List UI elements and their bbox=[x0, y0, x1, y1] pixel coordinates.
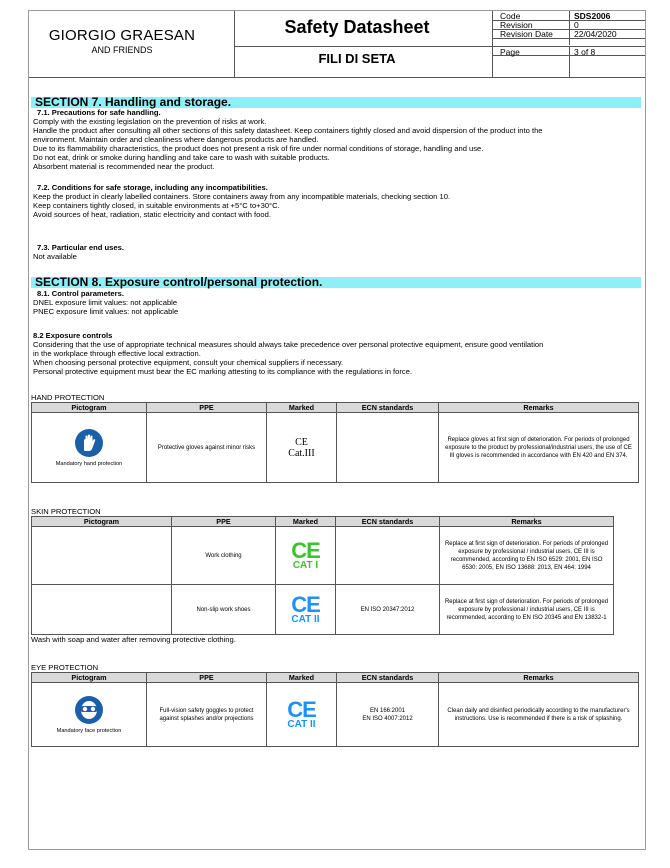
gloves-icon bbox=[74, 428, 104, 458]
section-8-2 bbox=[33, 331, 643, 376]
remarks-cell: Replace at first sign of deterioration. For periods of prolonged exposure by professional / industrial users, CE III is recommended, according to EN ISO 6529: 2001, EN ISO 6530: 2005, EN ISO 13688: 2013, EN 464: 1994 bbox=[440, 527, 614, 585]
paragraph-line: Personal protective equipment must bear the EC marking attesting to its compliance with the regulations in force. bbox=[33, 367, 413, 376]
ce-text: CE bbox=[295, 436, 308, 448]
ecn-cell bbox=[337, 413, 439, 483]
paragraph-line: Comply with the existing legislation on the prevention of risks at work. bbox=[33, 117, 267, 126]
meta-row bbox=[494, 11, 645, 20]
marked-cell bbox=[276, 527, 336, 585]
section-7-body bbox=[33, 108, 643, 171]
skin-protection-table bbox=[31, 516, 614, 635]
meta-value: 3 of 8 bbox=[574, 47, 596, 57]
remarks-cell: Replace at first sign of deterioration. For periods of prolonged exposure by professional / industrial users, CE III is recommended, according to EN ISO 20345 and EN 13832-1 bbox=[440, 585, 614, 635]
ce-category: CAT II bbox=[291, 613, 320, 625]
sds-page bbox=[28, 10, 646, 850]
paragraph-line: PNEC exposure limit values: not applicable bbox=[33, 307, 179, 316]
paragraph-line: Avoid sources of heat, radiation, static electricity and contact with food. bbox=[33, 210, 271, 219]
marked-cell bbox=[267, 413, 337, 483]
pictogram-cell bbox=[32, 683, 147, 747]
eye-protection-label: EYE PROTECTION bbox=[31, 663, 99, 672]
ce-mark-icon bbox=[287, 696, 316, 730]
product-name: FILI DI SETA bbox=[318, 51, 396, 66]
paragraph-line: Do not eat, drink or smoke during handling and take care to wash with suitable products. bbox=[33, 153, 330, 162]
column-header: PPE bbox=[147, 673, 267, 683]
section-7-3 bbox=[33, 243, 643, 261]
paragraph-line: environment. Maintain order and cleanliness where dangerous products are handled. bbox=[33, 135, 319, 144]
header-bottom-border bbox=[29, 77, 645, 78]
subsection-8-1-title: 8.1. Control parameters. bbox=[37, 289, 124, 298]
pictogram-cell bbox=[32, 527, 172, 585]
pictogram-cell bbox=[32, 585, 172, 635]
table-row bbox=[32, 527, 614, 585]
meta-key: Revision Date bbox=[500, 29, 553, 39]
ppe-cell: Protective gloves against minor risks bbox=[147, 413, 267, 483]
meta-key: Code bbox=[500, 11, 521, 21]
pictogram-cell bbox=[32, 413, 147, 483]
column-header: Marked bbox=[267, 403, 337, 413]
column-header: ECN standards bbox=[337, 403, 439, 413]
table-header-row bbox=[32, 673, 639, 683]
paragraph-line: in the workplace through effective local extraction. bbox=[33, 349, 201, 358]
paragraph-line: Handle the product after consulting all other sections of this safety datasheet. Keep containers tightly closed and avoid dispersion of the product into the bbox=[33, 126, 543, 135]
wash-note: Wash with soap and water after removing protective clothing. bbox=[31, 635, 236, 644]
eye-protection-table bbox=[31, 672, 639, 747]
face-protection-icon bbox=[74, 695, 104, 725]
ce-category: CAT II bbox=[287, 718, 316, 730]
ecn-cell bbox=[336, 527, 440, 585]
ce-mark-icon bbox=[291, 537, 320, 571]
subsection-8-2-title: 8.2 Exposure controls bbox=[33, 331, 113, 340]
ppe-cell: Non-slip work shoes bbox=[172, 585, 276, 635]
company-name: GIORGIO GRAESAN bbox=[48, 27, 196, 44]
skin-protection-label: SKIN PROTECTION bbox=[31, 507, 101, 516]
table-row bbox=[32, 585, 614, 635]
header-divider bbox=[234, 11, 235, 77]
column-header: ECN standards bbox=[337, 673, 439, 683]
ecn-cell: EN ISO 20347:2012 bbox=[336, 585, 440, 635]
table-row bbox=[32, 683, 639, 747]
company-subtitle: AND FRIENDS bbox=[91, 45, 153, 55]
ce-mark-icon bbox=[291, 591, 320, 625]
subsection-7-2-title: 7.2. Conditions for safe storage, including any incompatibilities. bbox=[37, 183, 268, 192]
meta-row bbox=[494, 47, 645, 56]
ppe-cell: Work clothing bbox=[172, 527, 276, 585]
column-header: PPE bbox=[172, 517, 276, 527]
subsection-7-3-title: 7.3. Particular end uses. bbox=[37, 243, 124, 252]
ce-mark-letters: CE bbox=[287, 696, 316, 722]
column-header: Marked bbox=[276, 517, 336, 527]
table-header-row bbox=[32, 403, 639, 413]
company-block bbox=[37, 27, 207, 55]
section-7-title: SECTION 7. Handling and storage. bbox=[31, 97, 641, 108]
ce-category: CAT I bbox=[292, 559, 319, 571]
table-row bbox=[32, 413, 639, 483]
meta-key: Page bbox=[500, 47, 520, 57]
ce-mark-letters: CE bbox=[291, 591, 320, 617]
remarks-cell: Replace gloves at first sign of deterioration. For periods of prolonged exposure to the product by professional/industrial users, the use of CE III gloves is recommended in accordance with EN 420 and EN 374. bbox=[439, 413, 639, 483]
meta-value: 0 bbox=[574, 20, 579, 30]
ecn-standard: EN 166:2001 bbox=[369, 707, 406, 714]
document-title: Safety Datasheet bbox=[284, 17, 430, 37]
paragraph-line: Absorbent material is recommended near the product. bbox=[33, 162, 215, 171]
table-header-row bbox=[32, 517, 614, 527]
paragraph-line: Not available bbox=[33, 252, 77, 261]
ce-category-text: Cat.III bbox=[288, 447, 315, 459]
hand-protection-label: HAND PROTECTION bbox=[31, 393, 105, 402]
section-8-title: SECTION 8. Exposure control/personal protection. bbox=[31, 277, 641, 288]
meta-value: SDS2006 bbox=[574, 11, 611, 21]
column-header: Remarks bbox=[439, 673, 639, 683]
pictogram-caption: Mandatory hand protection bbox=[55, 460, 123, 467]
column-header: Remarks bbox=[440, 517, 614, 527]
section-7-2 bbox=[33, 183, 643, 219]
paragraph-line: DNEL exposure limit values: not applicable bbox=[33, 298, 178, 307]
meta-row bbox=[494, 29, 645, 38]
column-header: Pictogram bbox=[32, 673, 147, 683]
paragraph-line: Considering that the use of appropriate technical measures should always take precedence over personal protective equipment, ensure good ventilation bbox=[33, 340, 544, 349]
paragraph-line: When choosing personal protective equipment, consult your chemical suppliers if necessary. bbox=[33, 358, 344, 367]
paragraph-line: Keep the product in clearly labelled containers. Store containers away from any incompatible materials, checking section 10. bbox=[33, 192, 451, 201]
hand-protection-table bbox=[31, 402, 639, 483]
column-header: Pictogram bbox=[32, 403, 147, 413]
header-divider bbox=[234, 46, 492, 47]
ecn-cell bbox=[337, 683, 439, 747]
column-header: PPE bbox=[147, 403, 267, 413]
marked-cell bbox=[267, 683, 337, 747]
subsection-7-1-title: 7.1. Precautions for safe handling. bbox=[37, 108, 161, 117]
meta-key: Revision bbox=[500, 20, 533, 30]
document-header bbox=[29, 11, 645, 77]
paragraph-line: Due to its flammability characteristics, the product does not present a risk of fire under normal conditions of storage, handling and use. bbox=[33, 144, 484, 153]
pictogram-caption: Mandatory face protection bbox=[56, 727, 122, 734]
remarks-cell: Clean daily and disinfect periodically according to the manufacturer's instructions. Use is recommended if there is a risk of splashing. bbox=[439, 683, 639, 747]
marked-cell bbox=[276, 585, 336, 635]
meta-row bbox=[494, 20, 645, 29]
meta-value: 22/04/2020 bbox=[574, 29, 617, 39]
column-header: Marked bbox=[267, 673, 337, 683]
column-header: Remarks bbox=[439, 403, 639, 413]
ce-mark-letters: CE bbox=[291, 537, 320, 563]
ecn-standard: EN ISO 4007:2012 bbox=[362, 715, 413, 722]
ppe-cell: Full-vision safety goggles to protect against splashes and/or projections bbox=[147, 683, 267, 747]
column-header: Pictogram bbox=[32, 517, 172, 527]
paragraph-line: Keep containers tightly closed, in suitable environments at +5°C to+30°C. bbox=[33, 201, 280, 210]
column-header: ECN standards bbox=[336, 517, 440, 527]
section-8-1 bbox=[33, 289, 643, 316]
